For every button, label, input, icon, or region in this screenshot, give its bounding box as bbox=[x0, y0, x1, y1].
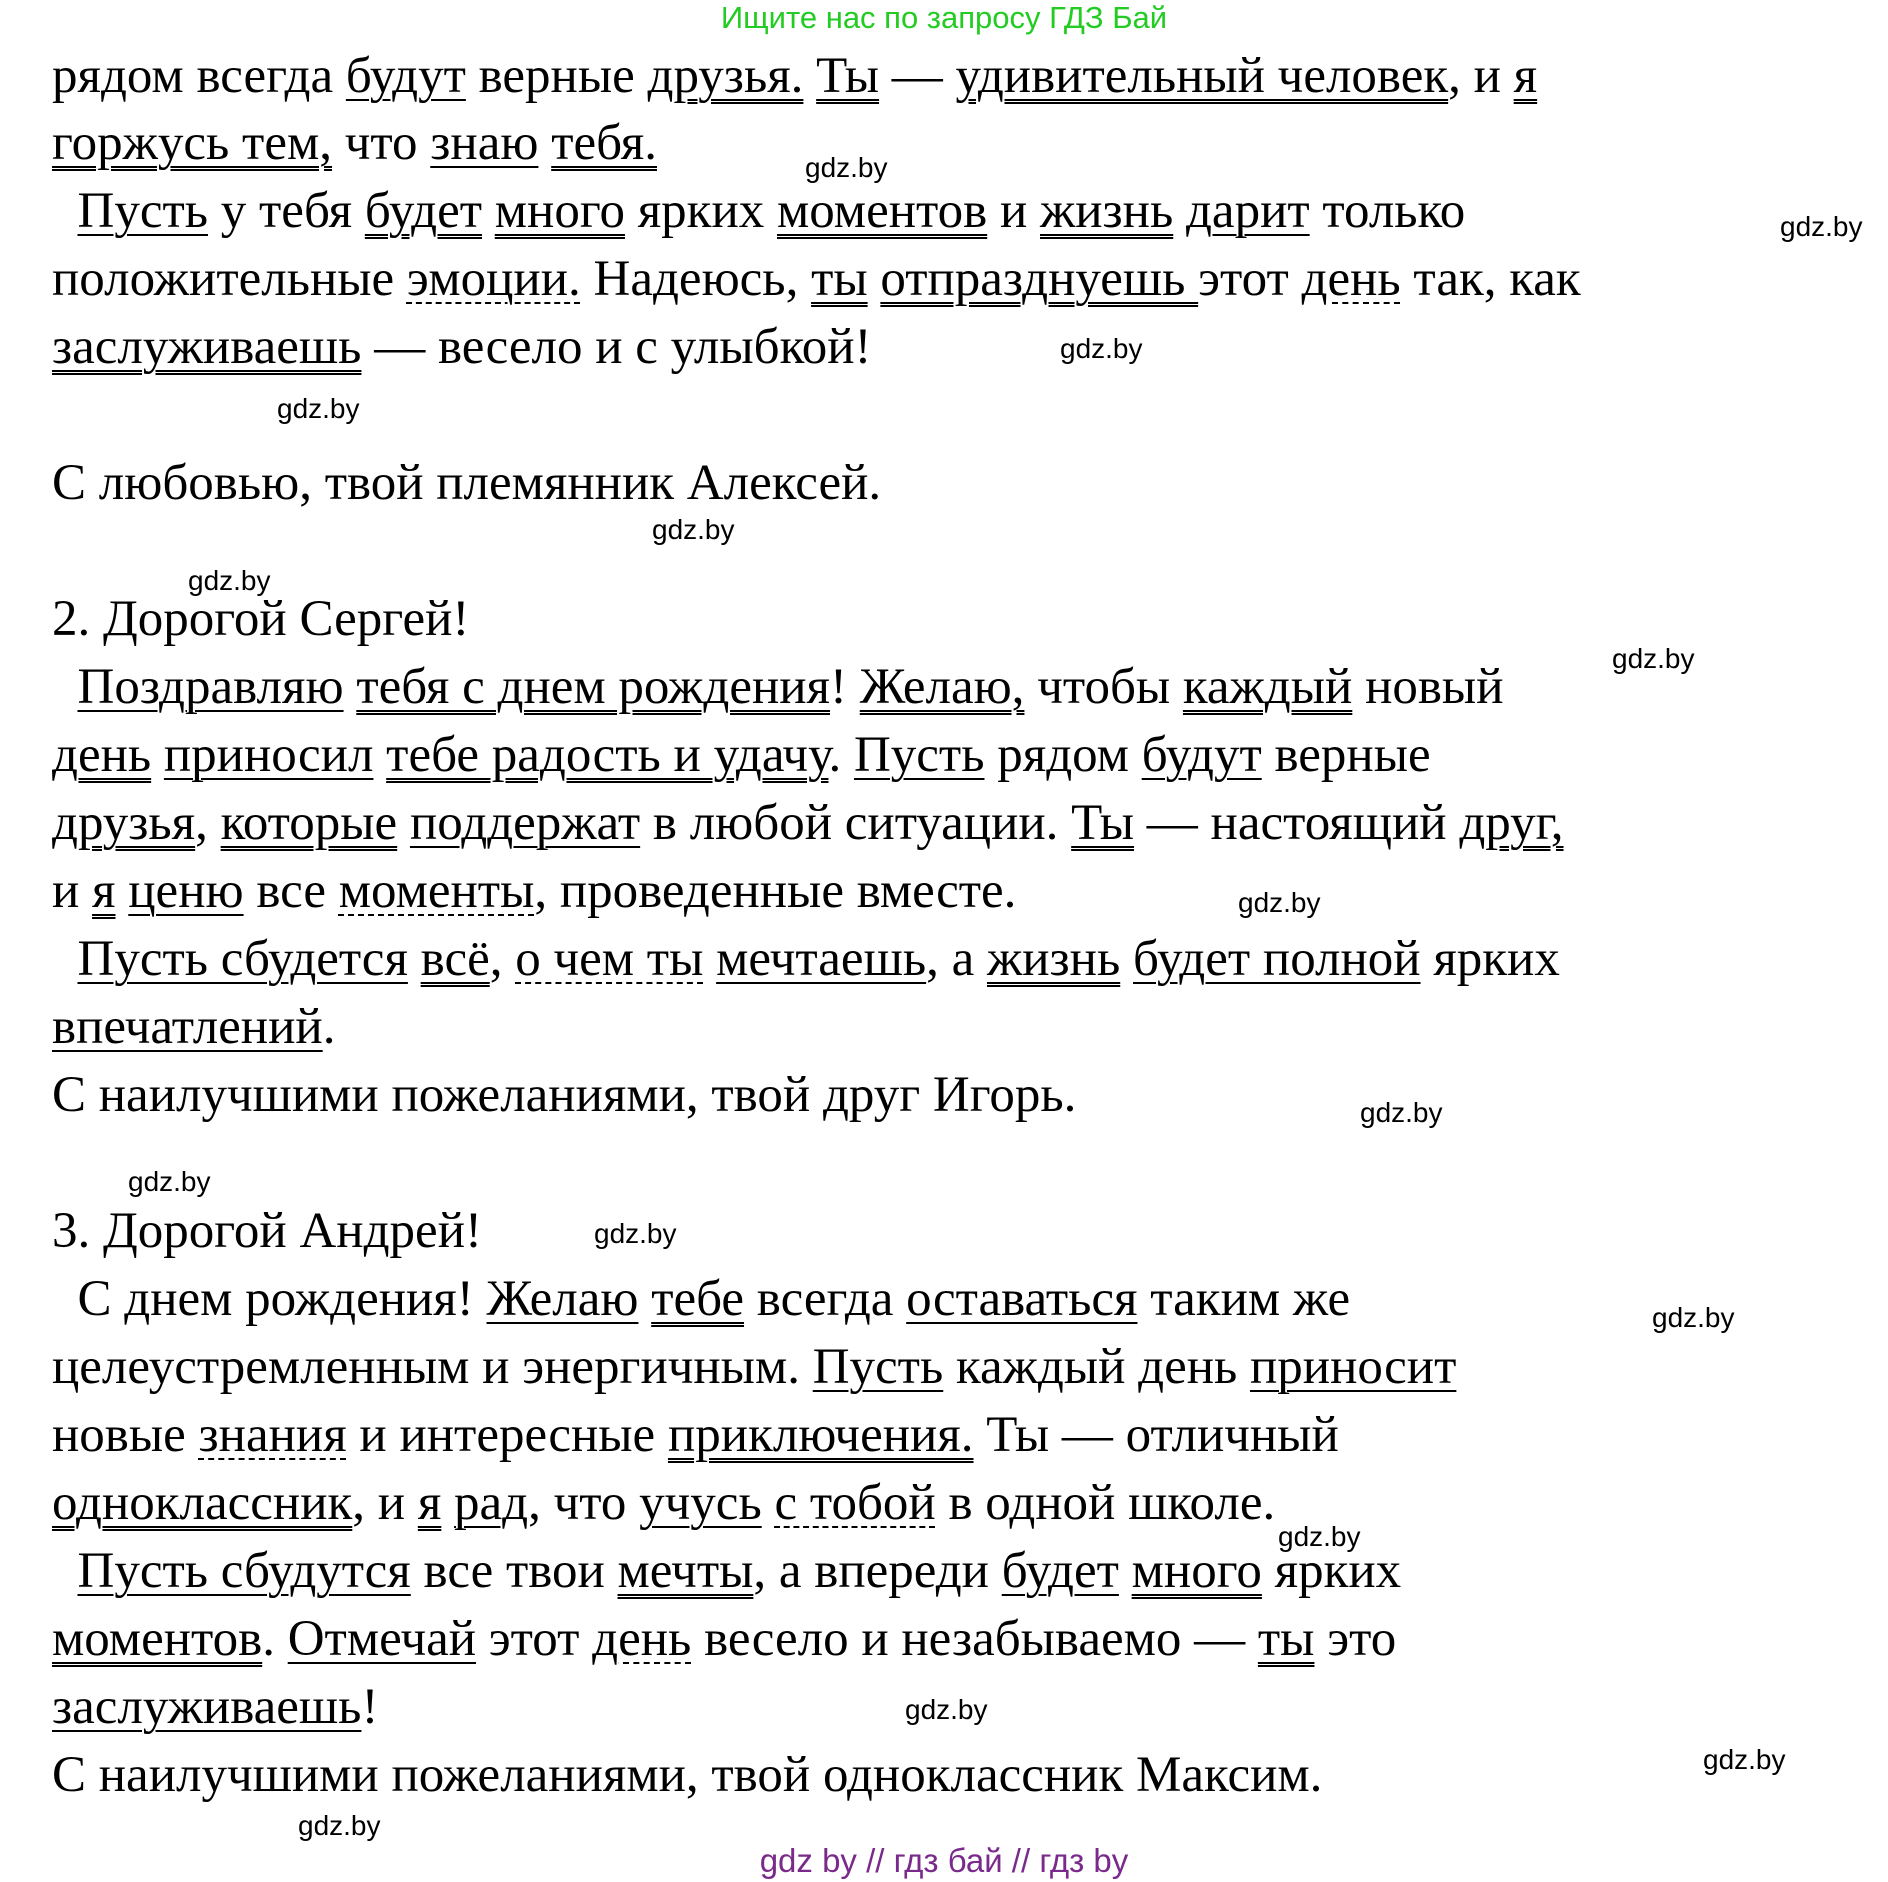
text-run: только bbox=[1309, 183, 1466, 239]
text-run: и bbox=[52, 863, 93, 919]
marked-word: Пусть bbox=[77, 183, 209, 239]
text-run: рядом bbox=[984, 727, 1142, 783]
marked-word: оставаться bbox=[906, 1271, 1138, 1327]
marked-word: много bbox=[494, 183, 625, 239]
text-run: этот bbox=[1198, 251, 1302, 307]
text-run bbox=[762, 1475, 775, 1531]
text-run: С наилучшими пожеланиями, твой одноклассник Максим. bbox=[52, 1747, 1323, 1803]
text-run: С днем рождения! bbox=[52, 1271, 487, 1327]
marked-word: Пусть сбудется bbox=[77, 931, 408, 987]
marked-word: ты bbox=[1257, 1611, 1315, 1667]
marked-word: горжусь тем, bbox=[52, 115, 332, 171]
marked-word: приносил bbox=[163, 727, 374, 783]
text-run bbox=[373, 727, 386, 783]
text-line bbox=[52, 248, 1581, 310]
marked-word: поддержат bbox=[409, 795, 641, 851]
text-line bbox=[52, 1064, 1076, 1126]
watermark-label: gdz.by bbox=[277, 393, 360, 424]
marked-word: тебя с днем рождения bbox=[356, 659, 831, 715]
text-run: и интересные bbox=[346, 1407, 668, 1463]
text-line bbox=[52, 996, 335, 1058]
marked-word: с тобой bbox=[774, 1475, 936, 1531]
marked-word: моментов bbox=[777, 183, 988, 239]
marked-word: приключения. bbox=[667, 1407, 974, 1463]
text-line bbox=[52, 656, 1504, 718]
text-line bbox=[52, 1744, 1322, 1806]
marked-word: друг, bbox=[1459, 795, 1564, 851]
marked-word: день bbox=[1301, 251, 1401, 307]
text-line bbox=[52, 1472, 1275, 1534]
marked-word: будет bbox=[364, 183, 482, 239]
marked-word: я bbox=[92, 863, 116, 919]
text-run bbox=[538, 115, 551, 171]
text-run: , а bbox=[926, 931, 987, 987]
text-run bbox=[638, 1271, 651, 1327]
marked-word: знания bbox=[198, 1407, 347, 1463]
marked-word: знаю bbox=[430, 115, 539, 171]
text-run: каждый день bbox=[943, 1339, 1251, 1395]
watermark-label: gdz.by bbox=[1238, 887, 1321, 918]
marked-word: мечтаешь bbox=[716, 931, 927, 987]
marked-word: мечты bbox=[617, 1543, 754, 1599]
marked-word: я bbox=[1513, 48, 1538, 104]
marked-word: удивительный человек bbox=[955, 48, 1449, 104]
marked-word: рад bbox=[454, 1475, 529, 1531]
text-run: , а впереди bbox=[753, 1543, 1002, 1599]
text-run: ! bbox=[361, 1679, 379, 1735]
marked-word: одноклассник bbox=[52, 1475, 353, 1531]
text-run bbox=[408, 931, 421, 987]
text-run bbox=[482, 183, 495, 239]
watermark-label: gdz.by bbox=[298, 1810, 381, 1841]
text-run: таким же bbox=[1137, 1271, 1351, 1327]
text-run: , что bbox=[528, 1475, 640, 1531]
text-run: всегда bbox=[744, 1271, 907, 1327]
text-run: весело и незабываемо — bbox=[691, 1611, 1258, 1667]
text-run bbox=[397, 795, 410, 851]
text-run bbox=[441, 1475, 454, 1531]
marked-word: Пусть bbox=[853, 727, 985, 783]
watermark-label: gdz.by bbox=[652, 514, 735, 545]
text-run: , и bbox=[352, 1475, 418, 1531]
text-line bbox=[52, 724, 1431, 786]
text-line bbox=[52, 180, 1465, 242]
text-run: 2. Дорогой Сергей! bbox=[52, 591, 470, 647]
marked-word: тебя. bbox=[551, 115, 657, 171]
marked-word: впечатлений bbox=[52, 999, 323, 1055]
text-run: — bbox=[879, 48, 956, 104]
text-run: все bbox=[243, 863, 339, 919]
marked-word: ценю bbox=[128, 863, 244, 919]
marked-word: всё bbox=[420, 931, 490, 987]
text-run bbox=[151, 727, 164, 783]
text-run bbox=[803, 48, 816, 104]
marked-word: моментов bbox=[52, 1611, 263, 1667]
watermark-label: gdz.by bbox=[1703, 1744, 1786, 1775]
text-run: , bbox=[489, 931, 516, 987]
marked-word: Желаю, bbox=[859, 659, 1025, 715]
watermark-label: gdz.by bbox=[1060, 333, 1143, 364]
text-run: так, как bbox=[1400, 251, 1581, 307]
marked-word: будут bbox=[345, 48, 466, 104]
text-run: Надеюсь, bbox=[580, 251, 812, 307]
text-run: — весело и с улыбкой! bbox=[361, 319, 872, 375]
text-run bbox=[52, 1543, 78, 1599]
watermark-label: gdz.by bbox=[594, 1218, 677, 1249]
marked-word: каждый bbox=[1182, 659, 1353, 715]
text-line bbox=[52, 928, 1560, 990]
text-run: ярких bbox=[624, 183, 777, 239]
text-line bbox=[52, 792, 1564, 854]
marked-word: Пусть сбудутся bbox=[77, 1543, 411, 1599]
marked-word: эмоции. bbox=[406, 251, 581, 307]
watermark-label: gdz.by bbox=[188, 565, 271, 596]
text-run bbox=[52, 931, 78, 987]
watermark-label: gdz.by bbox=[1652, 1302, 1735, 1333]
watermark-label: gdz.by bbox=[1278, 1521, 1361, 1552]
text-run bbox=[1120, 931, 1133, 987]
text-run: , bbox=[195, 795, 221, 851]
text-run: . bbox=[322, 999, 336, 1055]
marked-word: тебе радость и удачу bbox=[386, 727, 829, 783]
text-line bbox=[52, 1200, 482, 1262]
text-run bbox=[1173, 183, 1186, 239]
text-run: положительные bbox=[52, 251, 407, 307]
text-run: верные bbox=[465, 48, 648, 104]
text-run bbox=[52, 659, 78, 715]
text-run: в одной школе. bbox=[935, 1475, 1276, 1531]
text-line bbox=[52, 1676, 378, 1738]
text-run: — настоящий bbox=[1134, 795, 1460, 851]
marked-word: Ты bbox=[1071, 795, 1135, 851]
site-footer[interactable]: gdz by // гдз бай // гдз by bbox=[759, 1842, 1129, 1879]
text-run: это bbox=[1314, 1611, 1397, 1667]
marked-word: будет bbox=[1001, 1543, 1119, 1599]
marked-word: моменты bbox=[338, 863, 535, 919]
watermark-label: gdz.by bbox=[805, 152, 888, 183]
text-line bbox=[52, 1540, 1401, 1602]
text-run: целеустремленным и энергичным. bbox=[52, 1339, 813, 1395]
text-line bbox=[52, 316, 872, 378]
text-run: ярких bbox=[1261, 1543, 1402, 1599]
text-run: что bbox=[331, 115, 431, 171]
marked-word: жизнь bbox=[987, 931, 1121, 987]
text-run: . bbox=[828, 727, 854, 783]
watermark-label: gdz.by bbox=[905, 1694, 988, 1725]
marked-word: приносит bbox=[1250, 1339, 1457, 1395]
text-run: , проведенные вместе. bbox=[534, 863, 1017, 919]
marked-word: много bbox=[1131, 1543, 1262, 1599]
text-run: С наилучшими пожеланиями, твой друг Игорь. bbox=[52, 1067, 1077, 1123]
text-line bbox=[52, 860, 1016, 922]
marked-word: Пусть bbox=[812, 1339, 944, 1395]
marked-word: Ты bbox=[816, 48, 880, 104]
site-banner[interactable]: Ищите нас по запросу ГДЗ Бай bbox=[720, 0, 1168, 35]
text-run: и bbox=[987, 183, 1040, 239]
text-run bbox=[868, 251, 881, 307]
marked-word: которые bbox=[220, 795, 398, 851]
text-run bbox=[344, 659, 357, 715]
text-run: рядом всегда bbox=[52, 48, 346, 104]
text-line bbox=[52, 452, 881, 514]
text-line bbox=[52, 112, 657, 174]
marked-word: отпразднуешь bbox=[880, 251, 1199, 307]
text-run bbox=[52, 183, 78, 239]
marked-word: день bbox=[592, 1611, 692, 1667]
marked-word: будет полной bbox=[1132, 931, 1421, 987]
marked-word: будут bbox=[1141, 727, 1262, 783]
text-run: этот bbox=[476, 1611, 593, 1667]
marked-word: Отмечай bbox=[287, 1611, 477, 1667]
text-line bbox=[52, 45, 1537, 107]
text-run: чтобы bbox=[1024, 659, 1183, 715]
text-run bbox=[1119, 1543, 1132, 1599]
marked-word: дарит bbox=[1185, 183, 1310, 239]
text-run: С любовью, твой племянник Алексей. bbox=[52, 455, 882, 511]
text-line bbox=[52, 1404, 1339, 1466]
watermark-label: gdz.by bbox=[1612, 643, 1695, 674]
text-run: ! bbox=[830, 659, 860, 715]
marked-word: о чем ты bbox=[515, 931, 704, 987]
marked-word: заслуживаешь bbox=[52, 319, 362, 375]
text-run: Ты — отличный bbox=[973, 1407, 1339, 1463]
text-run: в любой ситуации. bbox=[640, 795, 1072, 851]
text-line bbox=[52, 1608, 1396, 1670]
marked-word: Поздравляю bbox=[77, 659, 344, 715]
marked-word: ты bbox=[811, 251, 868, 307]
text-line bbox=[52, 1336, 1456, 1398]
text-run: новые bbox=[52, 1407, 199, 1463]
text-run: ярких bbox=[1420, 931, 1560, 987]
marked-word: день bbox=[52, 727, 152, 783]
marked-word: друзья bbox=[52, 795, 196, 851]
text-line bbox=[52, 588, 469, 650]
watermark-label: gdz.by bbox=[1780, 211, 1863, 242]
text-run: . bbox=[262, 1611, 288, 1667]
marked-word: заслуживаешь bbox=[52, 1679, 362, 1735]
marked-word: друзья. bbox=[647, 48, 804, 104]
watermark-label: gdz.by bbox=[1360, 1097, 1443, 1128]
marked-word: я bbox=[417, 1475, 442, 1531]
text-run bbox=[703, 931, 716, 987]
text-run bbox=[116, 863, 129, 919]
watermark-label: gdz.by bbox=[128, 1166, 211, 1197]
text-run: , и bbox=[1448, 48, 1514, 104]
text-run: новый bbox=[1352, 659, 1504, 715]
marked-word: учусь bbox=[639, 1475, 762, 1531]
text-run: у тебя bbox=[208, 183, 365, 239]
marked-word: жизнь bbox=[1040, 183, 1174, 239]
text-run: все твои bbox=[410, 1543, 618, 1599]
text-line bbox=[52, 1268, 1350, 1330]
text-run: 3. Дорогой Андрей! bbox=[52, 1203, 482, 1259]
text-run: верные bbox=[1261, 727, 1431, 783]
marked-word: тебе bbox=[651, 1271, 745, 1327]
marked-word: Желаю bbox=[486, 1271, 639, 1327]
